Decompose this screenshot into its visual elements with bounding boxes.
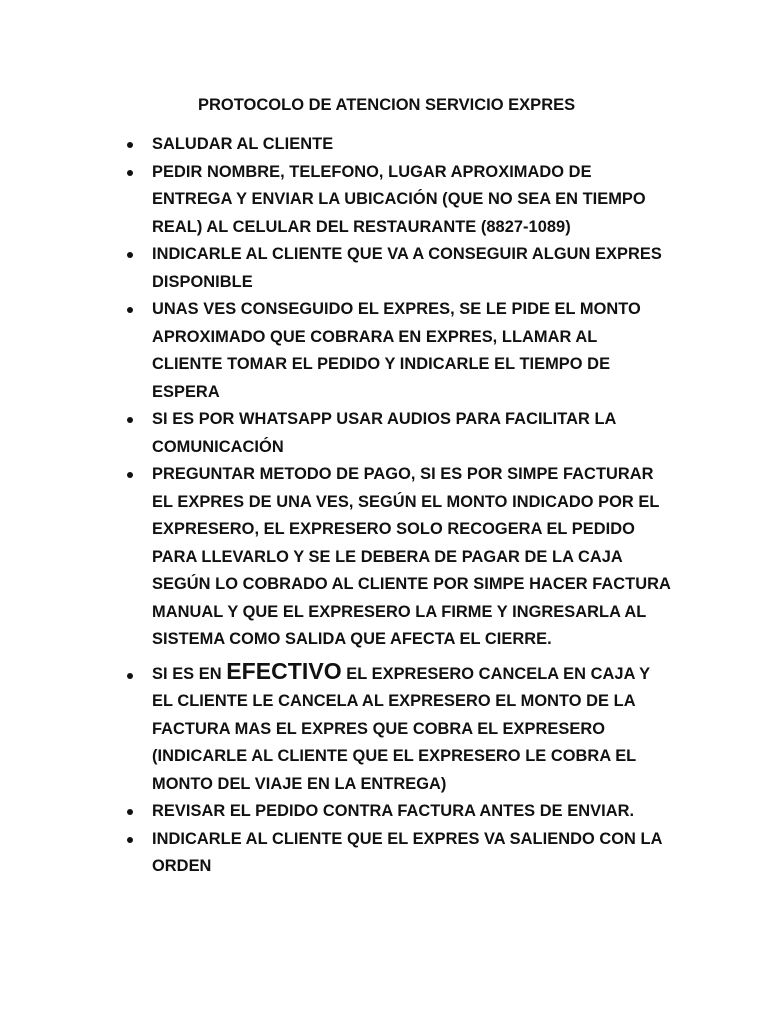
list-item-text: PREGUNTAR METODO DE PAGO, SI ES POR SIMPE FACTURAR EL EXPRES DE UNA VES, SEGÚN EL MONTO INDICADO POR EL EXPRESERO, EL EXPRESERO SOLO RECOGERA EL PEDIDO PARA LLEVARLO Y SE LE DEBERA DE PAGAR DE LA CAJA SEGÚN LO COBRADO AL CLIENTE POR SIMPE HACER FACTURA MANUAL Y QUE EL EXPRESERO LA FIRME Y INGRESARLA AL SISTEMA COMO SALIDA QUE AFECTA EL CIERRE. <box>152 465 671 648</box>
bullet-icon <box>127 837 133 843</box>
bullet-icon <box>127 142 133 148</box>
bullet-icon <box>127 417 133 423</box>
list-item <box>126 826 671 881</box>
bullet-icon <box>127 472 133 478</box>
list-item <box>126 159 671 242</box>
list-item-text: UNAS VES CONSEGUIDO EL EXPRES, SE LE PIDE EL MONTO APROXIMADO QUE COBRARA EN EXPRES, LLAMAR AL CLIENTE TOMAR EL PEDIDO Y INDICARLE EL TIEMPO DE ESPERA <box>152 300 641 401</box>
protocol-list <box>126 131 671 881</box>
list-item <box>126 798 671 826</box>
efectivo-suffix: EL EXPRESERO CANCELA EN CAJA Y EL CLIENTE LE CANCELA AL EXPRESERO EL MONTO DE LA FACTURA MAS EL EXPRES QUE COBRA EL EXPRESERO (INDICARLE AL CLIENTE QUE EL EXPRESERO LE COBRA EL MONTO DEL VIAJE EN LA ENTREGA) <box>152 664 650 793</box>
efectivo-emphasis: EFECTIVO <box>226 657 342 684</box>
list-item-text: SALUDAR AL CLIENTE <box>152 135 334 153</box>
list-item <box>126 241 671 296</box>
list-item <box>126 296 671 406</box>
list-item-text: INDICARLE AL CLIENTE QUE VA A CONSEGUIR ALGUN EXPRES DISPONIBLE <box>152 245 662 291</box>
bullet-icon <box>127 252 133 258</box>
efectivo-prefix: SI ES EN <box>152 664 227 683</box>
list-item-text: INDICARLE AL CLIENTE QUE EL EXPRES VA SALIENDO CON LA ORDEN <box>152 829 662 875</box>
list-item <box>126 406 671 461</box>
list-item-text: SI ES POR WHATSAPP USAR AUDIOS PARA FACILITAR LA COMUNICACIÓN <box>152 410 616 456</box>
document-title: PROTOCOLO DE ATENCION SERVICIO EXPRES <box>198 96 576 114</box>
list-item-efectivo <box>126 658 671 799</box>
list-item <box>126 131 671 159</box>
list-item <box>126 461 671 654</box>
bullet-icon <box>127 673 133 679</box>
bullet-icon <box>127 809 133 815</box>
bullet-icon <box>127 170 133 176</box>
bullet-icon <box>127 307 133 313</box>
list-item-text: REVISAR EL PEDIDO CONTRA FACTURA ANTES DE ENVIAR. <box>152 802 635 820</box>
list-item-text: PEDIR NOMBRE, TELEFONO, LUGAR APROXIMADO DE ENTREGA Y ENVIAR LA UBICACIÓN (QUE NO SEA EN TIEMPO REAL) AL CELULAR DEL RESTAURANTE (8827-1089) <box>152 162 646 236</box>
